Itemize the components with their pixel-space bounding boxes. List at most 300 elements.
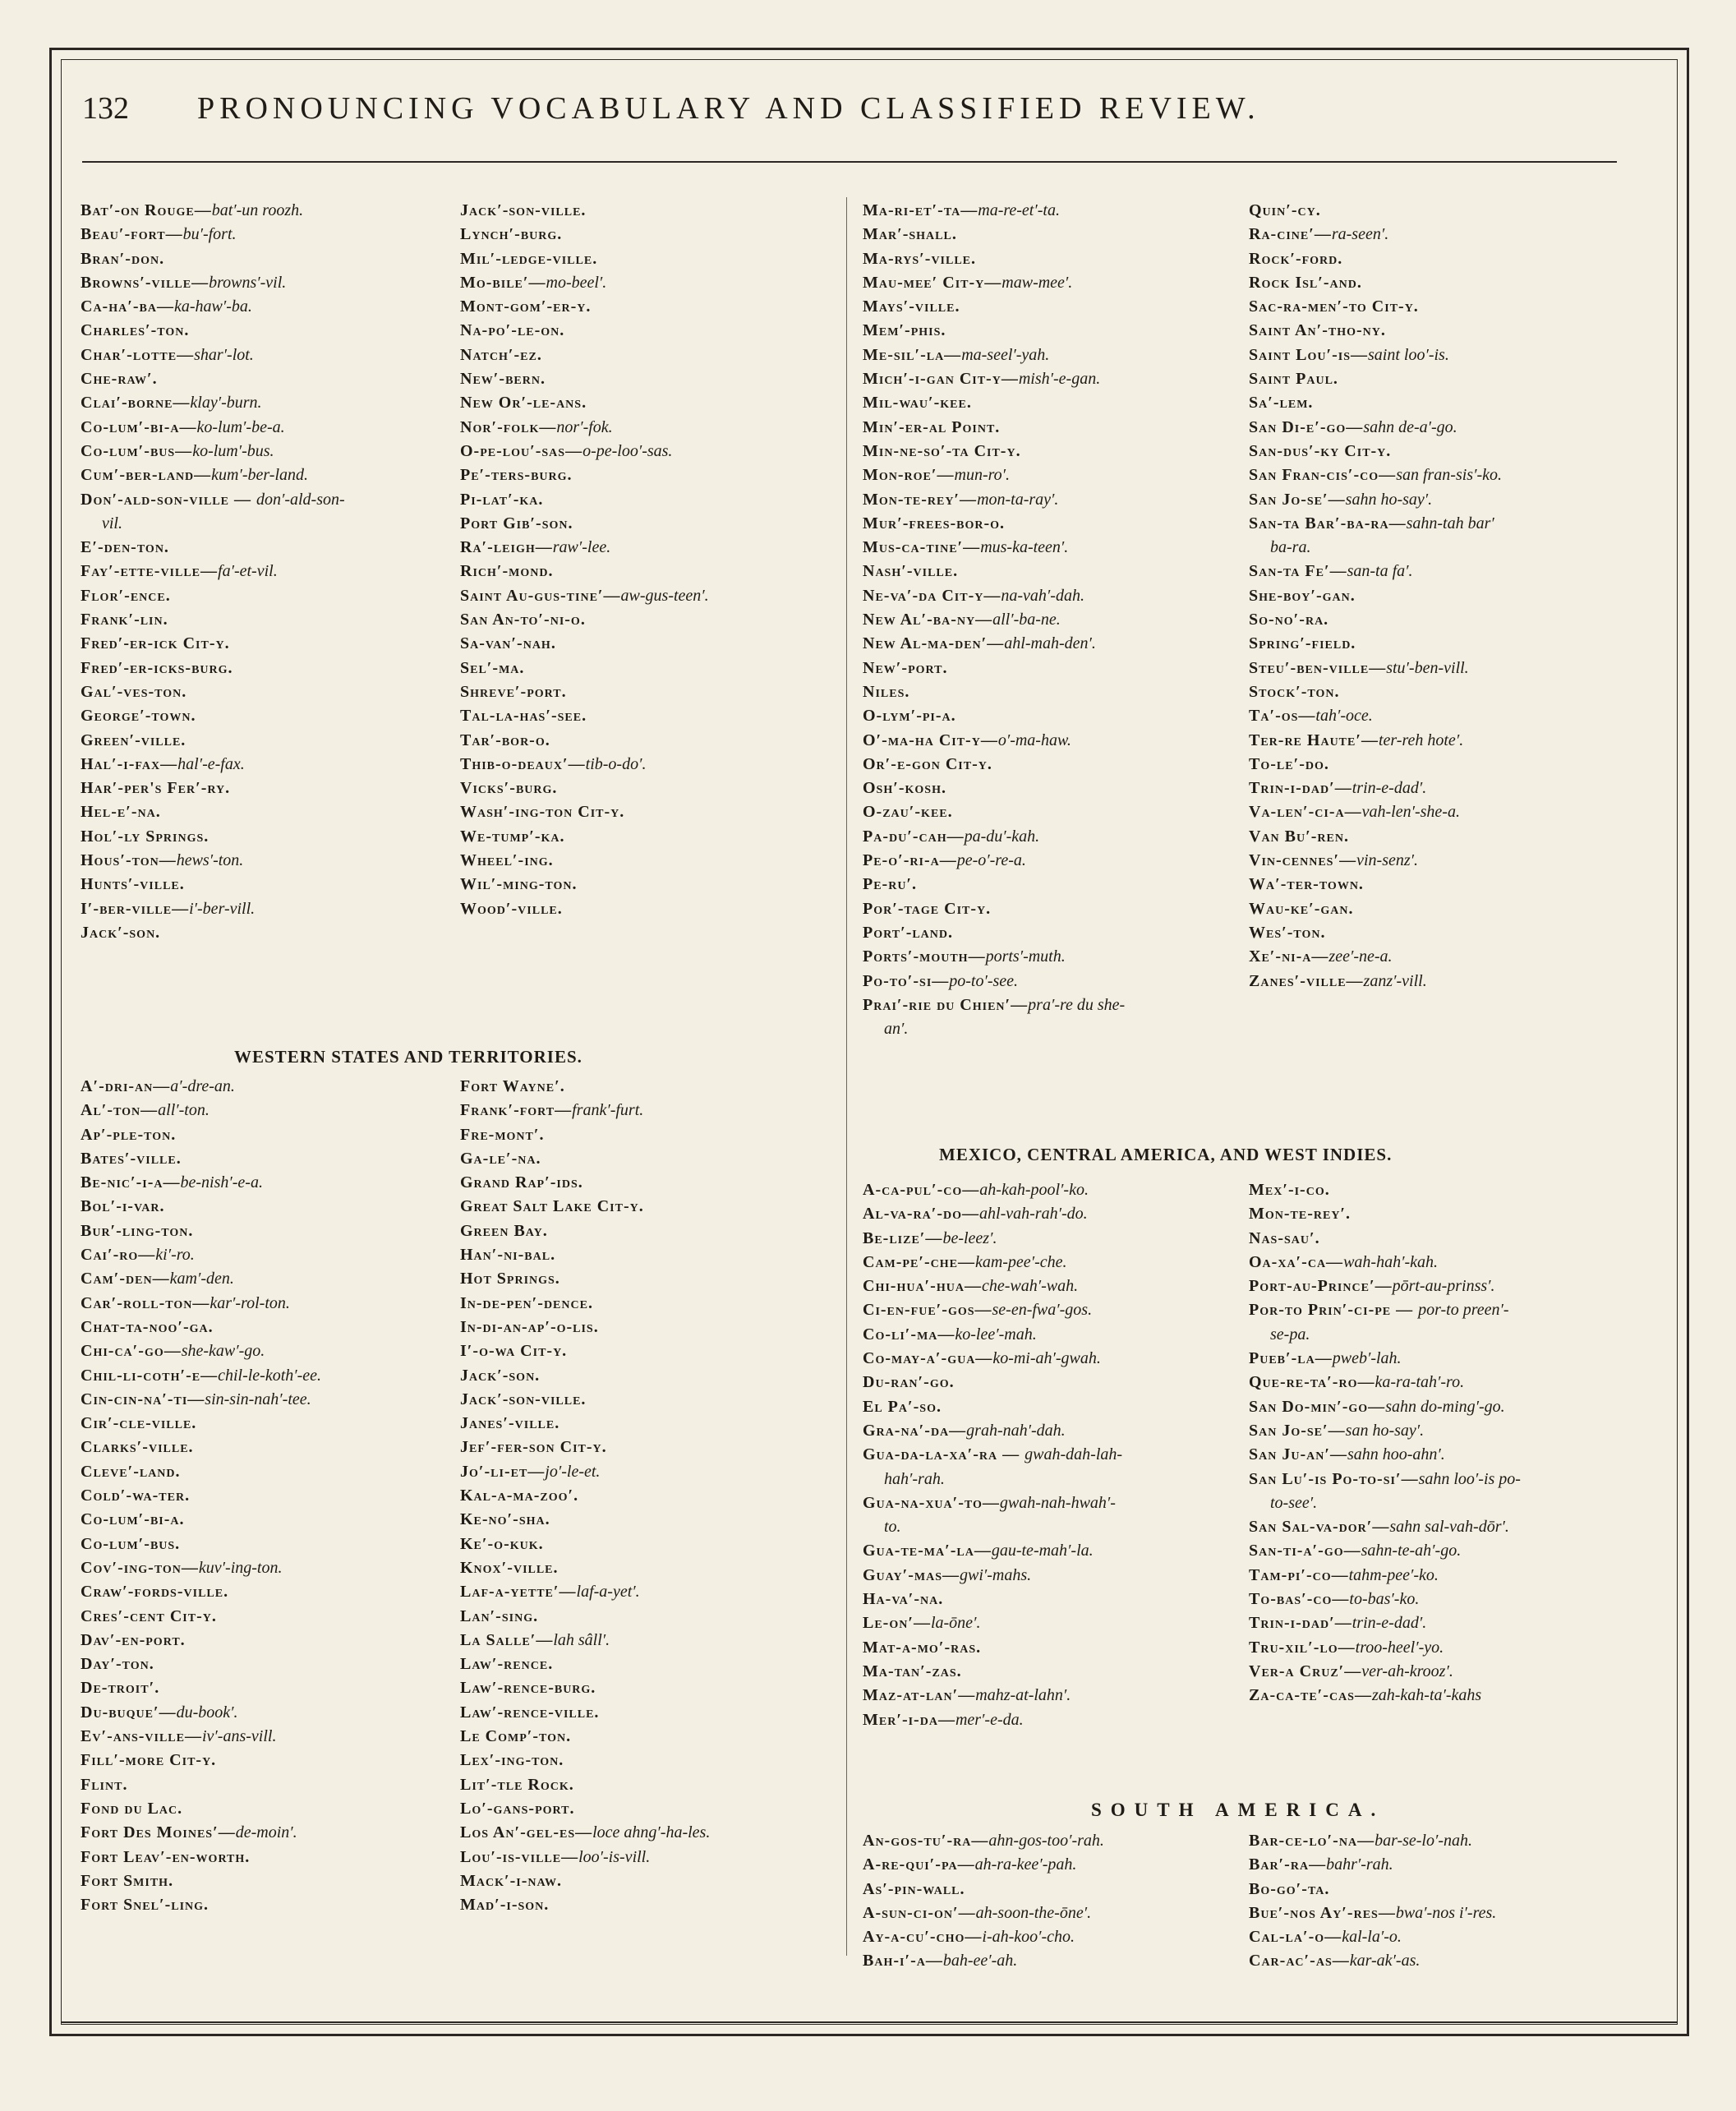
place-name: Mack′-i-naw.: [460, 1871, 563, 1890]
vocabulary-entry: [1249, 849, 1623, 873]
vocabulary-entry: [460, 873, 834, 896]
place-name: Co-lum′-bi-a.: [81, 1510, 185, 1529]
place-name: Fort Leav′-en-worth.: [81, 1847, 251, 1866]
vocabulary-entry: [460, 1219, 834, 1243]
vocabulary-entry: [863, 849, 1236, 873]
pronunciation: hews′-ton.: [176, 851, 244, 870]
vocabulary-entry: [460, 271, 834, 295]
place-name: Law′-rence-burg.: [460, 1679, 596, 1698]
vocabulary-entry: [863, 416, 1236, 440]
pronunciation: sahn do-ming′-go.: [1385, 1397, 1505, 1416]
place-name: Pueb′-la—: [1249, 1349, 1333, 1368]
vocabulary-entry: [863, 970, 1236, 993]
vocabulary-entry: [81, 416, 454, 440]
pronunciation: zanz′-vill.: [1363, 971, 1427, 990]
place-name: Le-on′—: [863, 1614, 931, 1633]
pronunciation: bar-se-lo′-nah.: [1375, 1832, 1473, 1850]
pronunciation: ports′-muth.: [985, 947, 1066, 966]
pronunciation: mahz-at-lahn′.: [975, 1686, 1071, 1705]
pronunciation: i-ah-koo′-cho.: [982, 1928, 1075, 1947]
vocabulary-entry: [1249, 343, 1623, 367]
vocabulary-entry: [81, 657, 454, 680]
place-name: Mays′-ville.: [863, 297, 960, 316]
place-name: Green Bay.: [460, 1221, 548, 1240]
place-name: Be-nic′-i-a—: [81, 1173, 181, 1192]
vocabulary-entry: [863, 319, 1236, 343]
pronunciation: ah-kah-pool′-ko.: [979, 1181, 1089, 1199]
vocabulary-entry: [460, 1773, 834, 1797]
vocabulary-entry: [1249, 945, 1623, 969]
pronunciation: ba-ra.: [1270, 538, 1311, 557]
pronunciation: browns′-vil.: [209, 273, 287, 292]
place-name: Sel′-ma.: [460, 658, 525, 677]
place-name: Zanes′-ville—: [1249, 971, 1364, 990]
place-name: O-lym′-pi-a.: [863, 707, 956, 726]
place-name: Bates′-ville.: [81, 1149, 182, 1168]
place-name: Fort Wayne′.: [460, 1077, 565, 1095]
place-name: Mur′-frees-bor-o.: [863, 514, 1006, 532]
place-name: Maz-at-lan′—: [863, 1686, 976, 1705]
vocabulary-entry: [863, 1468, 1236, 1491]
place-name: Fill′-more Cit-y.: [81, 1751, 217, 1770]
place-name: Natch′-ez.: [460, 345, 542, 364]
vocabulary-entry: [460, 1147, 834, 1171]
place-name: Lynch′-burg.: [460, 225, 563, 244]
vocabulary-entry: [1249, 1829, 1623, 1853]
vocabulary-entry: [1249, 560, 1623, 583]
vocabulary-entry: [460, 1460, 834, 1484]
vocabulary-entry: [1249, 223, 1623, 247]
vocabulary-entry: [81, 632, 454, 656]
pronunciation: bu′-fort.: [182, 225, 237, 244]
place-name: Steu′-ben-ville—: [1249, 658, 1387, 677]
vocabulary-entry: [1249, 1901, 1623, 1925]
place-name: Trin-i-dad′—: [1249, 1614, 1352, 1633]
vocabulary-entry: [1249, 1202, 1623, 1226]
pronunciation: tahm-pee′-ko.: [1348, 1565, 1439, 1584]
vocabulary-entry: [863, 343, 1236, 367]
pronunciation: kar-ak′-as.: [1349, 1952, 1421, 1970]
place-name: A-sun-ci-on′—: [863, 1903, 976, 1922]
place-name: Ke-no′-sha.: [460, 1510, 550, 1529]
place-name: La Salle′—: [460, 1630, 554, 1649]
vocabulary-entry: [863, 1443, 1236, 1467]
vocabulary-entry: [1249, 1371, 1623, 1394]
place-name: Cov′-ing-ton—: [81, 1558, 199, 1577]
vocabulary-entry: [81, 849, 454, 873]
place-name: Wood′-ville.: [460, 899, 563, 918]
pronunciation: pra′-re du she-: [1028, 995, 1126, 1014]
vocabulary-entry: [460, 1195, 834, 1219]
place-name: Ra-cine′—: [1249, 225, 1332, 244]
vocabulary-entry: [1249, 1684, 1623, 1708]
vocabulary-entry: [863, 1660, 1236, 1684]
place-name: San Sal-va-dor′—: [1249, 1518, 1390, 1537]
pronunciation: pe-o′-re-a.: [956, 851, 1026, 870]
place-name: Jo′-li-et—: [460, 1462, 546, 1481]
vocabulary-entry: [863, 1251, 1236, 1274]
place-name: Ga-le′-na.: [460, 1149, 541, 1168]
place-name: Co-lum′-bus—: [81, 441, 193, 460]
vocabulary-entry: [81, 729, 454, 753]
vocabulary-entry: [460, 1388, 834, 1412]
place-name: Cai′-ro—: [81, 1246, 156, 1265]
pronunciation: saint loo′-is.: [1368, 345, 1449, 364]
vocabulary-entry: [863, 873, 1236, 896]
place-name: Min-ne-so′-ta Cit-y.: [863, 441, 1021, 460]
pronunciation: ko-lee′-mah.: [955, 1325, 1037, 1344]
place-name: Saint Au-gus-tine′—: [460, 586, 621, 605]
pronunciation: o′-ma-haw.: [997, 731, 1071, 749]
place-name: Oa-xa′-ca—: [1249, 1252, 1344, 1271]
vocabulary-entry: [863, 1588, 1236, 1611]
vocabulary-entry: [863, 560, 1236, 583]
pronunciation: kum′-ber-land.: [211, 466, 309, 485]
place-name: Nash′-ville.: [863, 562, 959, 581]
pronunciation: nor′-fok.: [556, 417, 613, 436]
vocabulary-entry: [460, 1243, 834, 1267]
place-name: Or′-e-gon Cit-y.: [863, 754, 992, 773]
vocabulary-entry: [1249, 1251, 1623, 1274]
place-name: Ver-a Cruz′—: [1249, 1662, 1362, 1680]
vocabulary-entry: [1249, 657, 1623, 680]
pronunciation: to.: [884, 1518, 901, 1537]
place-name: New′-bern.: [460, 370, 546, 389]
pronunciation: ko-lum′-bus.: [192, 441, 274, 460]
place-name: New Or′-le-ans.: [460, 394, 587, 413]
vocabulary-entry: [81, 1243, 454, 1267]
place-name: Bat′-on Rouge—: [81, 201, 212, 219]
place-name: A-ca-pul′-co—: [863, 1181, 980, 1199]
place-name: San-ta Fe′—: [1249, 562, 1347, 581]
place-name: Los An′-gel-es—: [460, 1823, 593, 1842]
pronunciation: san ho-say′.: [1345, 1421, 1425, 1440]
place-name: Cum′-ber-land—: [81, 466, 212, 485]
place-name: Spring′-field.: [1249, 634, 1356, 653]
place-name: San Fran-cis′-co—: [1249, 466, 1397, 485]
place-name: Mus-ca-tine′—: [863, 538, 981, 557]
place-name: Chi-hua′-hua—: [863, 1277, 982, 1296]
place-name: Clarks′-ville.: [81, 1438, 194, 1457]
pronunciation: ko-lum′-be-a.: [196, 417, 285, 436]
vocabulary-entry: [1249, 391, 1623, 415]
pronunciation: ko-mi-ah′-gwah.: [992, 1349, 1101, 1368]
place-name: Co-lum′-bi-a—: [81, 417, 197, 436]
place-name: San-dus′-ky Cit-y.: [1249, 441, 1392, 460]
pronunciation: kam′-den.: [169, 1270, 234, 1288]
vocabulary-entry: [81, 825, 454, 849]
place-name: Wau-ke′-gan.: [1249, 899, 1354, 918]
place-name: New Al′-ba-ny—: [863, 611, 993, 629]
vocabulary-entry: [460, 680, 834, 704]
vocabulary-entry: [863, 1853, 1236, 1877]
pronunciation: o-pe-loo′-sas.: [583, 441, 673, 460]
vocabulary-entry: [81, 271, 454, 295]
pronunciation: loce ahng′-ha-les.: [592, 1823, 711, 1842]
place-name: George′-town.: [81, 707, 196, 726]
place-name: Po-to′-si—: [863, 971, 950, 990]
place-name: Fre-mont′.: [460, 1125, 545, 1144]
place-name: An-gos-tu′-ra—: [863, 1832, 989, 1850]
place-name: Ma-rys′-ville.: [863, 249, 977, 268]
place-name: Gua-te-ma′-la—: [863, 1542, 992, 1560]
vocabulary-entry: [1249, 873, 1623, 896]
vocabulary-entry: [81, 247, 454, 271]
place-name: Rich′-mond.: [460, 562, 554, 581]
vocabulary-entry: [1249, 271, 1623, 295]
vocabulary-entry: [81, 1099, 454, 1122]
place-name: Clai′-borne—: [81, 394, 191, 413]
vocabulary-entry: [1249, 753, 1623, 777]
vocabulary-entry: [863, 223, 1236, 247]
vocabulary-entry: [460, 1893, 834, 1917]
place-name: Che-raw′.: [81, 370, 158, 389]
vocabulary-entry: [863, 1419, 1236, 1443]
place-name: Sa-van′-nah.: [460, 634, 556, 653]
vocabulary-entry: [81, 1195, 454, 1219]
place-name: Grand Rap′-ids.: [460, 1173, 583, 1192]
pronunciation: kam-pee′-che.: [974, 1252, 1067, 1271]
place-name: Lit′-tle Rock.: [460, 1775, 574, 1794]
place-name: Beau′-fort—: [81, 225, 183, 244]
place-name: San-ta Bar′-ba-ra—: [1249, 514, 1407, 532]
vocabulary-entry: [1249, 1419, 1623, 1443]
vocabulary-entry: [863, 945, 1236, 969]
pronunciation: ver-ah-krooz′.: [1361, 1662, 1453, 1680]
vocabulary-entry: [863, 1274, 1236, 1298]
vocabulary-entry: [81, 1869, 454, 1893]
vocabulary-entry: [1249, 1491, 1623, 1515]
place-name: Green′-ville.: [81, 731, 186, 749]
place-name: Prai′-rie du Chien′—: [863, 995, 1029, 1014]
pronunciation: an′.: [884, 1020, 909, 1039]
place-name: E′-den-ton.: [81, 538, 169, 557]
place-name: Ma-tan′-zas.: [863, 1662, 962, 1680]
vocabulary-entry: [863, 608, 1236, 632]
vocabulary-entry: [863, 1515, 1236, 1539]
place-name: Nas-sau′.: [1249, 1228, 1320, 1247]
place-name: I′-ber-ville—: [81, 899, 190, 918]
vocabulary-entry: [81, 1075, 454, 1099]
vocabulary-entry: [460, 1725, 834, 1749]
vocabulary-entry: [460, 247, 834, 271]
vocabulary-entry: [1249, 1636, 1623, 1660]
vocabulary-entry: [1249, 1468, 1623, 1491]
vocabulary-entry: [1249, 416, 1623, 440]
place-name: In-di-an-ap′-o-lis.: [460, 1317, 599, 1336]
pronunciation: sahn-te-ah′-go.: [1361, 1542, 1462, 1560]
pronunciation: grah-nah′-dah.: [966, 1421, 1066, 1440]
pronunciation: sahn hoo-ahn′.: [1347, 1445, 1445, 1464]
pronunciation: bahr′-rah.: [1326, 1855, 1393, 1874]
vocabulary-entry: [863, 488, 1236, 512]
vocabulary-entry: [460, 512, 834, 536]
place-name: Sa′-lem.: [1249, 394, 1314, 413]
place-name: O-pe-lou′-sas—: [460, 441, 583, 460]
vocabulary-entry: [460, 1123, 834, 1147]
place-name: To-le′-do.: [1249, 754, 1329, 773]
place-name: Saint Paul.: [1249, 370, 1338, 389]
header-rule: [82, 161, 1617, 163]
place-name: Vin-cennes′—: [1249, 851, 1357, 870]
place-name: Ports′-mouth—: [863, 947, 986, 966]
place-name: Bol′-i-var.: [81, 1197, 165, 1216]
pronunciation: sahn ho-say′.: [1345, 490, 1433, 509]
place-name: Cold′-wa-ter.: [81, 1486, 191, 1505]
vocabulary-entry: [460, 1797, 834, 1821]
place-name: Cres′-cent Cit-y.: [81, 1606, 217, 1625]
vocabulary-entry: [460, 295, 834, 319]
pronunciation: san fran-sis′-ko.: [1396, 466, 1503, 485]
vocabulary-entry: [863, 1227, 1236, 1251]
place-name: Fred′-er-icks-burg.: [81, 658, 233, 677]
pronunciation: a′-dre-an.: [170, 1077, 235, 1095]
place-name: Bah-i′-a—: [863, 1952, 943, 1970]
vocabulary-entry: [460, 1412, 834, 1436]
pronunciation: jo′-le-et.: [545, 1462, 601, 1481]
place-name: Mon-roe′—: [863, 466, 955, 485]
vocabulary-entry: [81, 463, 454, 487]
vocabulary-entry: [863, 1564, 1236, 1588]
place-name: Hal′-i-fax—: [81, 754, 178, 773]
vocabulary-entry: [460, 1821, 834, 1845]
place-name: Que-re-ta′-ro—: [1249, 1373, 1375, 1392]
vocabulary-entry: [81, 1749, 454, 1772]
place-name: Ter-re Haute′—: [1249, 731, 1379, 749]
vocabulary-entry: [1249, 608, 1623, 632]
vocabulary-entry: [81, 440, 454, 463]
pronunciation: pōrt-au-prinss′.: [1392, 1277, 1495, 1296]
vocabulary-entry: [81, 1580, 454, 1604]
vocabulary-entry: [81, 1846, 454, 1869]
pronunciation: iv′-ans-vill.: [201, 1727, 277, 1746]
vocabulary-entry: [81, 753, 454, 777]
place-name: Co-li′-ma—: [863, 1325, 955, 1344]
vocabulary-entry: [863, 993, 1236, 1017]
place-name: New′-port.: [863, 658, 948, 677]
pronunciation: sahn de-a′-go.: [1363, 417, 1457, 436]
vocabulary-entry: [81, 560, 454, 583]
pronunciation: don′-ald-son-: [256, 490, 345, 509]
pronunciation: mus-ka-teen′.: [980, 538, 1069, 557]
place-name: Ma-ri-et′-ta—: [863, 201, 979, 219]
vocabulary-entry: [863, 1347, 1236, 1371]
vocabulary-entry: [1249, 440, 1623, 463]
place-name: Jack′-son-ville.: [460, 201, 587, 219]
pronunciation: vil.: [102, 514, 122, 532]
vocabulary-entry: [863, 729, 1236, 753]
pronunciation: sin-sin-nah′-tee.: [205, 1390, 311, 1408]
place-name: To-bas′-co—: [1249, 1590, 1350, 1609]
vocabulary-entry: [460, 1652, 834, 1676]
place-name: Cin-cin-na′-ti—: [81, 1390, 205, 1408]
pronunciation: vah-len′-she-a.: [1361, 803, 1460, 822]
bottom-rule: [61, 2021, 1678, 2023]
pronunciation: ki′-ro.: [155, 1246, 195, 1265]
vocabulary-entry: [460, 199, 834, 223]
vocabulary-entry: [81, 1508, 454, 1532]
south-america-column-1: [863, 1829, 1236, 1974]
vocabulary-entry: [863, 777, 1236, 800]
pronunciation: ka-haw′-ba.: [173, 297, 252, 316]
pronunciation: kar′-rol-ton.: [210, 1293, 290, 1312]
vocabulary-entry: [1249, 777, 1623, 800]
pronunciation: gwi′-mahs.: [960, 1565, 1032, 1584]
place-name: Cam-pe′-che—: [863, 1252, 975, 1271]
vocabulary-entry: [81, 199, 454, 223]
vocabulary-entry: [863, 704, 1236, 728]
vocabulary-entry: [460, 416, 834, 440]
vocabulary-entry: [81, 343, 454, 367]
vocabulary-entry: [460, 536, 834, 560]
vocabulary-entry: [863, 1178, 1236, 1202]
vocabulary-entry: [1249, 1660, 1623, 1684]
place-name: Mon-te-rey′.: [1249, 1205, 1352, 1224]
vocabulary-entry: [81, 608, 454, 632]
place-name: Thib-o-deaux′—: [460, 754, 586, 773]
vocabulary-entry: [863, 1017, 1236, 1041]
vocabulary-entry: [81, 391, 454, 415]
place-name: Hel-e′-na.: [81, 803, 161, 822]
pronunciation: ter-reh hote′.: [1378, 731, 1464, 749]
mexico-column-1: [863, 1178, 1236, 1732]
vocabulary-entry: [81, 1219, 454, 1243]
vocabulary-entry: [1249, 680, 1623, 704]
place-name: Vicks′-burg.: [460, 779, 558, 798]
place-name: Chi-ca′-go—: [81, 1342, 182, 1361]
place-name: Guay′-mas—: [863, 1565, 960, 1584]
vocabulary-entry: [1249, 512, 1623, 536]
vocabulary-entry: [460, 657, 834, 680]
pronunciation: mer′-e-da.: [955, 1710, 1024, 1729]
vocabulary-entry: [863, 584, 1236, 608]
pronunciation: ahl-vah-rah′-do.: [979, 1205, 1088, 1224]
place-name: Mem′-phis.: [863, 321, 946, 340]
vocabulary-entry: [1249, 295, 1623, 319]
place-name: Flor′-ence.: [81, 586, 171, 605]
place-name: Jack′-son-ville.: [460, 1390, 587, 1408]
vocabulary-entry: [460, 1701, 834, 1725]
place-name: Wil′-ming-ton.: [460, 875, 578, 894]
vocabulary-entry: [460, 440, 834, 463]
vocabulary-entry: [81, 1893, 454, 1917]
place-name: O′-ma-ha Cit-y—: [863, 731, 998, 749]
pronunciation: klay′-burn.: [190, 394, 262, 413]
pronunciation: frank′-furt.: [572, 1101, 644, 1120]
place-name: Mo-bile′—: [460, 273, 546, 292]
place-name: Fort Des Moines′—: [81, 1823, 236, 1842]
pronunciation: laf-a-yet′.: [576, 1583, 640, 1602]
vocabulary-entry: [863, 1611, 1236, 1635]
place-name: Fay′-ette-ville—: [81, 562, 219, 581]
pronunciation: ra-seen′.: [1331, 225, 1389, 244]
vocabulary-entry: [460, 704, 834, 728]
vocabulary-entry: [81, 1339, 454, 1363]
place-name: Great Salt Lake Cit-y.: [460, 1197, 644, 1216]
vocabulary-entry: [460, 1605, 834, 1629]
pronunciation: ahl-mah-den′.: [1004, 634, 1096, 653]
vocabulary-entry: [863, 753, 1236, 777]
pronunciation: fa′-et-vil.: [218, 562, 278, 581]
place-name: Ne-va′-da Cit-y—: [863, 586, 1002, 605]
place-name: San-ti-a′-go—: [1249, 1542, 1361, 1560]
place-name: Za-ca-te′-cas—: [1249, 1686, 1372, 1705]
page-number: 132: [82, 91, 129, 126]
vocabulary-entry: [81, 223, 454, 247]
vocabulary-entry: [863, 1878, 1236, 1901]
place-name: Stock′-ton.: [1249, 682, 1340, 701]
vocabulary-entry: [1249, 1323, 1623, 1347]
